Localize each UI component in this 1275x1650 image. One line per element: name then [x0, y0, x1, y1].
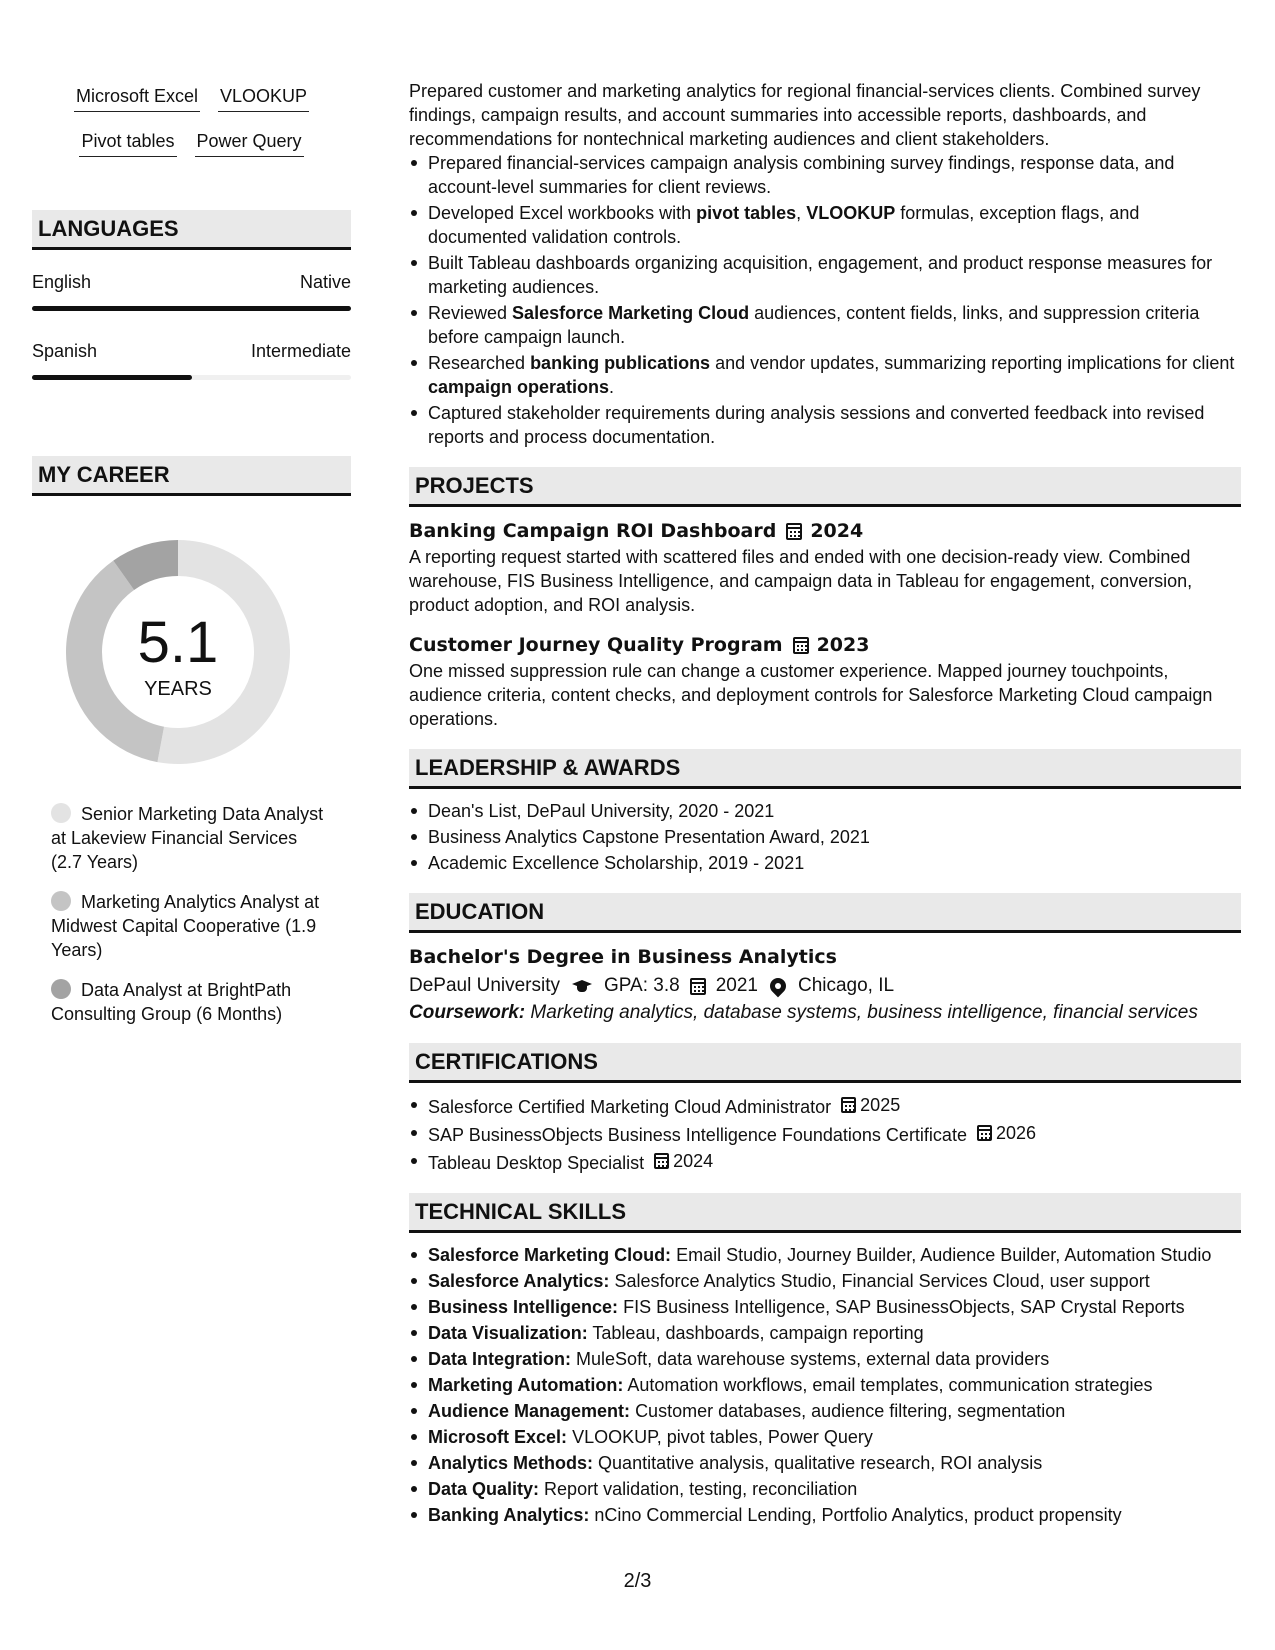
- job-text: Senior Marketing Data Analyst at Lakeview Financial Services (2.7 Years): [51, 804, 324, 872]
- experience-bullet: [409, 301, 1241, 349]
- bullet-keyword: Salesforce Marketing Cloud: [512, 303, 750, 323]
- project-year: 2024: [810, 520, 864, 542]
- calendar-icon: [654, 1153, 669, 1169]
- education-heading: [409, 893, 1241, 933]
- project-title-row: [409, 631, 1241, 659]
- degree-name: Bachelor's Degree in Business Analytics: [409, 946, 837, 968]
- cert-year-wrap: [977, 1121, 1036, 1145]
- calendar-icon: [841, 1097, 856, 1113]
- career-heading: [32, 456, 351, 496]
- right-column: [409, 79, 1241, 1529]
- certification-item: [409, 1093, 1241, 1119]
- project-item: [409, 631, 1241, 731]
- cert-year-wrap: [841, 1093, 900, 1117]
- skill-item: [409, 1399, 1241, 1423]
- career-title: MY CAREER: [38, 462, 170, 487]
- experience-bullet: [409, 251, 1241, 299]
- legend-dot-icon: [51, 803, 71, 823]
- skill-category: Salesforce Analytics:: [428, 1271, 610, 1291]
- certification-item: [409, 1149, 1241, 1175]
- education-details: [409, 971, 1241, 1001]
- career-unit: YEARS: [144, 678, 212, 700]
- awards-heading: [409, 749, 1241, 789]
- skill-tag: Pivot tables: [79, 129, 176, 157]
- language-name: Spanish: [32, 341, 98, 361]
- graduation-cap-icon: [570, 977, 594, 995]
- calendar-icon: [690, 978, 706, 995]
- award-item: Dean's List, DePaul University, 2020 - 2021: [409, 799, 1241, 823]
- language-row: [32, 272, 351, 296]
- bullet-text: Reviewed: [428, 303, 513, 323]
- project-name: Customer Journey Quality Program: [409, 634, 783, 656]
- language-english: [32, 272, 351, 311]
- certifications-list: [409, 1093, 1241, 1175]
- bullet-text: Developed Excel workbooks with: [428, 203, 697, 223]
- language-row: [32, 341, 351, 365]
- skills-title: TECHNICAL SKILLS: [415, 1199, 627, 1224]
- skill-category: Salesforce Marketing Cloud:: [428, 1245, 672, 1265]
- cert-year-wrap: [654, 1149, 713, 1173]
- projects-title: PROJECTS: [415, 473, 534, 498]
- bullet-text: Captured stakeholder requirements during analysis sessions and converted feedback into revised reports and process documentation.: [428, 403, 1205, 447]
- gpa: GPA: 3.8: [604, 975, 680, 996]
- skill-category: Analytics Methods:: [428, 1453, 594, 1473]
- location-pin-icon: [767, 975, 790, 998]
- project-year-wrap: [793, 631, 870, 659]
- languages-title: LANGUAGES: [38, 216, 179, 241]
- skill-values: Quantitative analysis, qualitative research, ROI analysis: [598, 1453, 1043, 1473]
- certification-year: 2026: [995, 1123, 1037, 1143]
- award-item: Business Analytics Capstone Presentation Award, 2021: [409, 825, 1241, 849]
- coursework-text: Marketing analytics, database systems, business intelligence, financial services: [530, 1002, 1198, 1023]
- language-level: Intermediate: [250, 341, 351, 361]
- calendar-icon: [977, 1125, 992, 1141]
- skill-item: [409, 1477, 1241, 1501]
- skill-item: [409, 1269, 1241, 1293]
- bullet-text: formulas, exception flags, and documented validation controls.: [428, 203, 1140, 247]
- tag-row: [32, 84, 351, 129]
- project-description: One missed suppression rule can change a customer experience. Mapped journey touchpoints, audience criteria, content checks, and deployment controls for Salesforce Marketing Cloud campaign operations.: [409, 661, 1213, 729]
- skill-item: [409, 1503, 1241, 1527]
- experience-summary: Prepared customer and marketing analytics for regional financial-services clients. Combined survey findings, campaign results, and account summaries into accessible reports, dashboards, and recommendations for nontechnical marketing audiences and client stakeholders.: [409, 81, 1201, 149]
- bullet-text: audiences, content fields, links, and suppression criteria before campaign launch.: [428, 303, 1200, 347]
- bullet-text: Built Tableau dashboards organizing acquisition, engagement, and product response measures for marketing audiences.: [428, 253, 1213, 297]
- skill-category: Microsoft Excel:: [428, 1427, 568, 1447]
- calendar-icon: [793, 637, 809, 654]
- language-spanish: [32, 341, 351, 380]
- skill-category: Banking Analytics:: [428, 1505, 590, 1525]
- skill-values: VLOOKUP, pivot tables, Power Query: [572, 1427, 873, 1447]
- career-legend-item: [51, 978, 331, 1026]
- skill-tag: VLOOKUP: [218, 84, 309, 112]
- skill-item: [409, 1243, 1241, 1267]
- skill-values: Report validation, testing, reconciliation: [544, 1479, 858, 1499]
- bullet-text: Prepared financial-services campaign analysis combining survey findings, response data, and account-level summaries for client reviews.: [428, 153, 1175, 197]
- certification-item: [409, 1121, 1241, 1147]
- certification-name: Tableau Desktop Specialist: [428, 1153, 645, 1173]
- awards-title: LEADERSHIP & AWARDS: [415, 755, 681, 780]
- languages-heading: [32, 210, 351, 250]
- skill-values: Customer databases, audience filtering, segmentation: [635, 1401, 1066, 1421]
- location: Chicago, IL: [797, 975, 895, 996]
- bullet-keyword: pivot tables: [696, 203, 797, 223]
- career-legend-item: [51, 890, 331, 962]
- bullet-text: Researched: [428, 353, 531, 373]
- bullet-text: ,: [796, 203, 807, 223]
- skill-item: [409, 1373, 1241, 1397]
- experience-bullet: [409, 201, 1241, 249]
- job-text: Marketing Analytics Analyst at Midwest Capital Cooperative (1.9 Years): [51, 892, 320, 960]
- project-name: Banking Campaign ROI Dashboard: [409, 520, 777, 542]
- award-item: Academic Excellence Scholarship, 2019 - 2021: [409, 851, 1241, 875]
- experience-bullet: [409, 151, 1241, 199]
- language-bar-fill: [32, 306, 351, 311]
- skill-category: Data Integration:: [428, 1349, 572, 1369]
- skill-item: [409, 1295, 1241, 1319]
- skill-category: Data Visualization:: [428, 1323, 588, 1343]
- project-title-row: [409, 517, 1241, 545]
- language-level: Native: [299, 272, 351, 292]
- experience-bullet: [409, 351, 1241, 399]
- certification-name: SAP BusinessObjects Business Intelligence Foundations Certificate: [428, 1125, 967, 1145]
- awards-list: [409, 799, 1241, 875]
- skill-values: Tableau, dashboards, campaign reporting: [592, 1323, 924, 1343]
- legend-dot-icon: [51, 979, 71, 999]
- language-bar: [32, 375, 351, 380]
- skill-tag: Microsoft Excel: [74, 84, 200, 112]
- bullet-keyword: campaign operations: [428, 377, 610, 397]
- tag-row: [32, 129, 351, 174]
- certification-year: 2024: [673, 1151, 714, 1171]
- coursework-label: Coursework:: [409, 1002, 526, 1023]
- coursework: [409, 1001, 1241, 1025]
- certification-name: Salesforce Certified Marketing Cloud Administrator: [428, 1097, 832, 1117]
- certifications-title: CERTIFICATIONS: [415, 1049, 598, 1074]
- career-donut-chart: [66, 540, 290, 764]
- school-name: DePaul University: [409, 975, 560, 996]
- bullet-text: and vendor updates, summarizing reporting implications for client: [710, 353, 1235, 373]
- bullet-keyword: VLOOKUP: [806, 203, 896, 223]
- skill-item: [409, 1321, 1241, 1345]
- skill-tags: [32, 84, 351, 174]
- skill-values: Salesforce Analytics Studio, Financial Services Cloud, user support: [614, 1271, 1150, 1291]
- legend-dot-icon: [51, 891, 71, 911]
- skill-category: Business Intelligence:: [428, 1297, 619, 1317]
- project-year: 2023: [816, 634, 870, 656]
- skill-values: nCino Commercial Lending, Portfolio Analytics, product propensity: [594, 1505, 1122, 1525]
- bullet-text: .: [609, 377, 615, 397]
- skill-item: [409, 1451, 1241, 1475]
- language-bar-fill: [32, 375, 192, 380]
- education-title: EDUCATION: [415, 899, 545, 924]
- calendar-icon: [786, 523, 802, 540]
- certification-year: 2025: [860, 1095, 901, 1115]
- skill-item: [409, 1425, 1241, 1449]
- certifications-heading: [409, 1043, 1241, 1083]
- skills-list: [409, 1243, 1241, 1527]
- project-item: [409, 517, 1241, 617]
- bullet-keyword: banking publications: [530, 353, 711, 373]
- skill-values: Email Studio, Journey Builder, Audience Builder, Automation Studio: [676, 1245, 1212, 1265]
- experience-bullets: [409, 151, 1241, 449]
- language-name: English: [32, 272, 92, 292]
- skills-heading: [409, 1193, 1241, 1233]
- skill-values: Automation workflows, email templates, communication strategies: [627, 1375, 1153, 1395]
- skill-tag: Power Query: [195, 129, 304, 157]
- skill-values: FIS Business Intelligence, SAP BusinessObjects, SAP Crystal Reports: [623, 1297, 1185, 1317]
- job-text: Data Analyst at BrightPath Consulting Group (6 Months): [51, 980, 292, 1024]
- language-bar: [32, 306, 351, 311]
- skill-category: Audience Management:: [428, 1401, 631, 1421]
- skill-category: Data Quality:: [428, 1479, 540, 1499]
- project-description: A reporting request started with scattered files and ended with one decision-ready view. Combined warehouse, FIS Business Intelligence, and campaign data in Tableau for engagement, conversion, product adoption, and ROI analysis.: [409, 547, 1193, 615]
- project-year-wrap: [786, 517, 863, 545]
- projects-heading: [409, 467, 1241, 507]
- career-legend-item: [51, 802, 331, 874]
- experience-bullet: [409, 401, 1241, 449]
- skill-item: [409, 1347, 1241, 1371]
- skill-values: MuleSoft, data warehouse systems, external data providers: [576, 1349, 1050, 1369]
- skill-category: Marketing Automation:: [428, 1375, 624, 1395]
- graduation-year: 2021: [715, 975, 758, 996]
- page-number: 2/3: [623, 1570, 652, 1592]
- career-legend: [51, 802, 331, 1042]
- career-total-years: 5.1: [137, 610, 219, 675]
